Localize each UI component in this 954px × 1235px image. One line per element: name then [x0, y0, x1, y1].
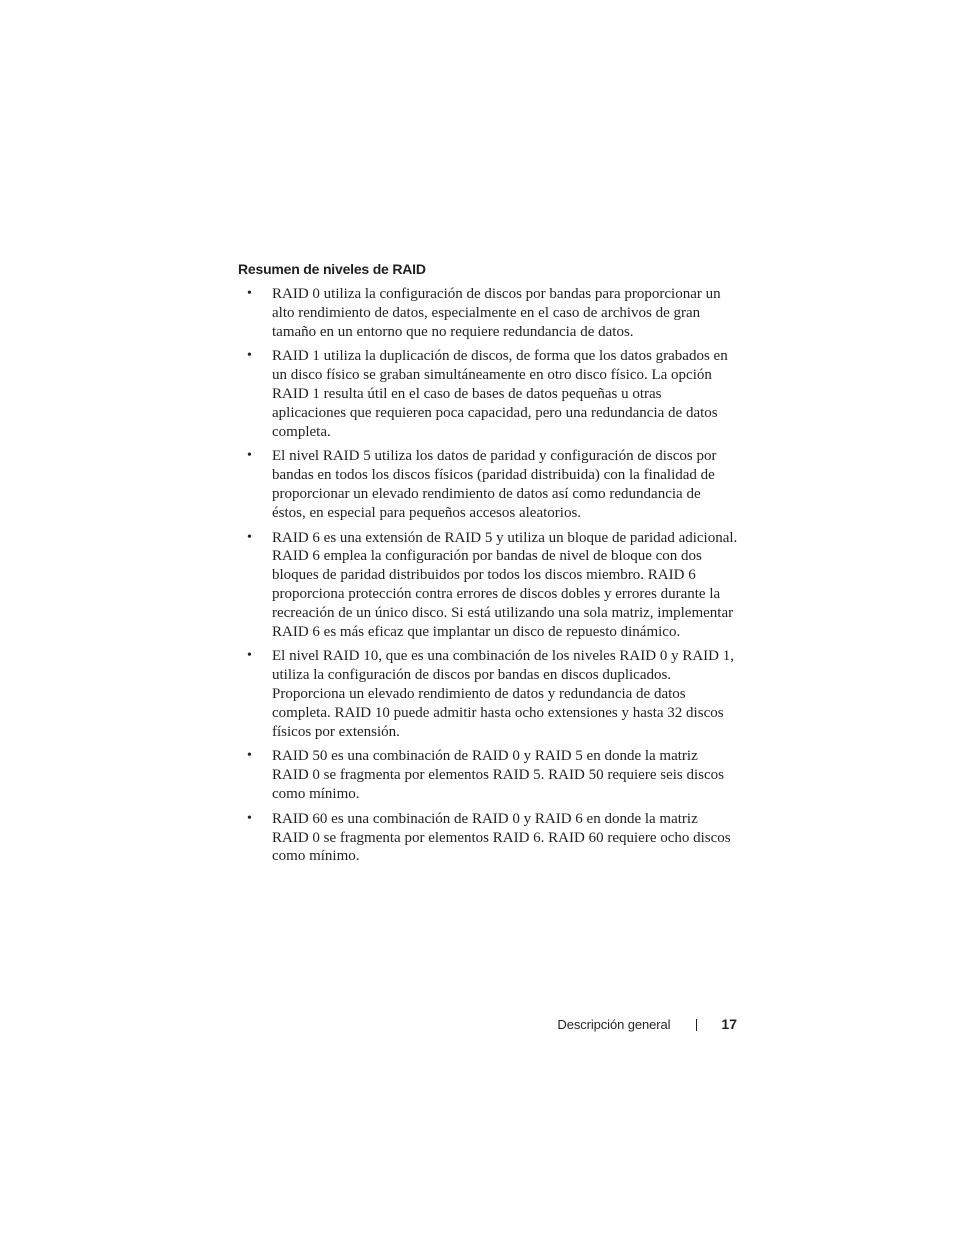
- bullet-icon: •: [247, 748, 252, 764]
- list-item-text: El nivel RAID 10, que es una combinación de los niveles RAID 0 y RAID 1, utiliza la configuración de discos por bandas en discos duplicados. Proporciona un elevado rendimiento de datos y redundancia de datos completa. RAID 10 puede admitir hasta ocho extensiones y hasta 32 discos físicos por extensión.: [272, 648, 735, 740]
- list-item-raid-5: [238, 447, 738, 522]
- footer-section-title: Descripción general: [557, 1017, 671, 1032]
- bullet-icon: •: [247, 529, 252, 545]
- bullet-icon: •: [247, 286, 252, 301]
- footer-separator: [696, 1019, 697, 1031]
- bullet-icon: •: [247, 448, 252, 464]
- list-item-raid-50: [238, 747, 738, 803]
- bullet-icon: •: [247, 348, 252, 364]
- section-heading: Resumen de niveles de RAID: [238, 261, 426, 277]
- list-item-raid-1: [238, 347, 738, 441]
- page-footer: [400, 1014, 737, 1035]
- page-number: 17: [721, 1016, 737, 1032]
- page-content: [238, 259, 738, 872]
- bullet-icon: •: [247, 810, 252, 826]
- bullet-icon: •: [247, 648, 252, 664]
- list-item-text: RAID 50 es una combinación de RAID 0 y RAID 5 en donde la matriz RAID 0 se fragmenta por elementos RAID 5. RAID 50 requiere seis discos como mínimo.: [272, 748, 724, 802]
- list-item-text: RAID 6 es una extensión de RAID 5 y utiliza un bloque de paridad adicional. RAID 6 emplea la configuración por bandas de nivel de bloque con dos bloques de paridad distribuidos por todos los discos miembro. RAID 6 proporciona protección contra errores de discos dobles y errores durante la recreación de un único disco. Si está utilizando una sola matriz, implementar RAID 6 es más eficaz que implantar un disco de repuesto dinámico.: [272, 529, 738, 640]
- list-item-raid-60: [238, 810, 738, 866]
- list-item-text: RAID 0 utiliza la configuración de discos por bandas para proporcionar un alto rendimiento de datos, especialmente en el caso de archivos de gran tamaño en un entorno que no requiere redundancia de datos.: [272, 286, 721, 340]
- raid-levels-list: [238, 285, 738, 866]
- list-item-raid-6: [238, 529, 738, 642]
- list-item-text: RAID 1 utiliza la duplicación de discos, de forma que los datos grabados en un disco físico se graban simultáneamente en otro disco físico. La opción RAID 1 resulta útil en el caso de bases de datos pequeñas u otras aplicaciones que requieren poca capacidad, pero una redundancia de datos completa.: [272, 348, 728, 440]
- list-item-raid-10: [238, 647, 738, 741]
- list-item-text: El nivel RAID 5 utiliza los datos de paridad y configuración de discos por bandas en todos los discos físicos (paridad distribuida) con la finalidad de proporcionar un elevado rendimiento de datos así como redundancia de éstos, en especial para pequeños accesos aleatorios.: [272, 448, 717, 521]
- list-item-text: RAID 60 es una combinación de RAID 0 y RAID 6 en donde la matriz RAID 0 se fragmenta por elementos RAID 6. RAID 60 requiere ocho discos como mínimo.: [272, 810, 731, 865]
- list-item-raid-0: [238, 285, 738, 341]
